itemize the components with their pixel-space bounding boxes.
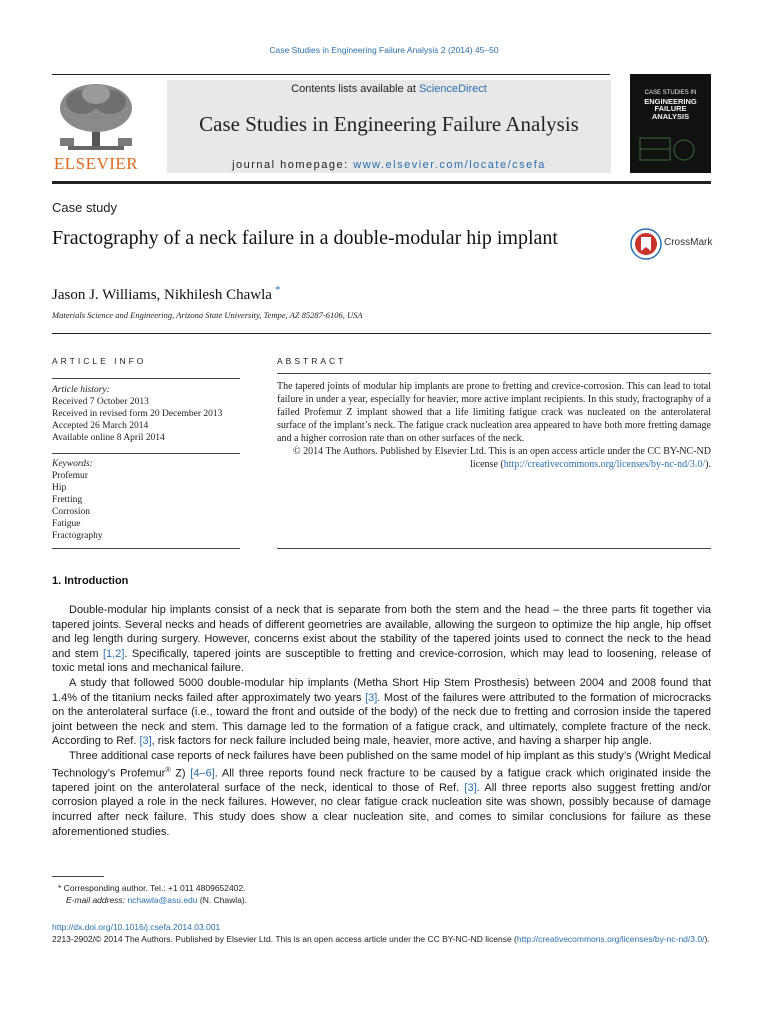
abstract-body	[277, 380, 711, 471]
email-label: E-mail address:	[66, 895, 126, 905]
copyright-end: ).	[705, 459, 711, 470]
license-end: ).	[704, 934, 710, 944]
keyword-item: Hip	[52, 483, 67, 493]
abstract-copyright	[277, 445, 711, 471]
paragraph-text: . All three reports also suggest fretting and/or corrosion played a role in the neck failures. However, no clear fatigue crack nucleation site was shown, possibly because of damage incurred after neck failure. This study does show a clear nucleation site, and comes to similar conclusions for failure as these aforementioned studies.	[52, 781, 711, 838]
email-link[interactable]: nchawla@asu.edu	[127, 895, 198, 905]
cover-graphic-icon	[636, 132, 706, 168]
abstract-heading: ABSTRACT	[277, 356, 347, 366]
corresponding-author-mark[interactable]: *	[274, 284, 281, 296]
paragraph-text: , risk factors for neck failure included being male, heavier, more active, and having a sharper hip angle.	[151, 735, 652, 748]
paragraph-text: . Most of the failures were attributed to the formation of microcracks on the anterolateral surface (i.e., toward the front and outside of the body) of the neck due to fretting and corrosion inside the tapered joint between the neck and stem. This damage led to the formation of a fatigue crack, and ultimately, complete fracture of the neck. According to Ref.	[52, 691, 711, 748]
homepage-link[interactable]: www.elsevier.com/locate/csefa	[353, 159, 546, 171]
contents-prefix: Contents lists available at	[291, 83, 419, 95]
license-text: 2213-2902/© 2014 The Authors. Published by Elsevier Ltd. This is an open access article under the CC BY-NC-ND license (	[52, 934, 517, 944]
copyright-text: © 2014 The Authors. Published by Elsevier Ltd. This is an open access article under the CC BY-NC-ND license (	[293, 446, 711, 470]
journal-cover	[630, 74, 711, 173]
article-history	[52, 384, 252, 444]
crossmark-badge[interactable]	[630, 228, 720, 260]
section-heading-introduction: 1. Introduction	[52, 575, 129, 587]
history-received: Received 7 October 2013	[52, 397, 149, 407]
reference-link[interactable]: [4–6]	[190, 767, 215, 780]
crossmark-icon	[630, 228, 662, 260]
reference-link[interactable]: [1,2]	[102, 647, 125, 660]
introduction-body	[52, 603, 711, 839]
reference-link[interactable]: [3]	[464, 781, 477, 794]
paragraph-text: Three additional case reports of neck failures have been published on the same model of hip implant as this study’s (Wright Medical Technology’s Profemur	[52, 749, 711, 780]
paragraph-text: Z)	[170, 767, 191, 780]
author-list	[52, 284, 280, 304]
keywords-label: Keywords:	[52, 459, 93, 469]
cover-title-line-2: ENGINEERING	[644, 96, 697, 106]
history-accepted: Accepted 26 March 2014	[52, 421, 149, 431]
journal-citation[interactable]: Case Studies in Engineering Failure Analysis 2 (2014) 45–50	[269, 45, 499, 55]
license-line	[52, 933, 712, 945]
paragraph-1	[52, 603, 711, 676]
keyword-item: Fatigue	[52, 519, 81, 529]
cover-title-line-1: CASE STUDIES IN	[644, 90, 697, 96]
corresponding-text: Corresponding author. Tel.: +1 011 4809652402.	[61, 883, 246, 893]
keywords	[52, 458, 252, 542]
license-link[interactable]: http://creativecommons.org/licenses/by-nc-nd/3.0/	[503, 459, 706, 470]
cover-title	[630, 90, 711, 120]
footnote-email	[52, 894, 247, 906]
history-revised: Received in revised form 20 December 2013	[52, 409, 223, 419]
homepage-prefix: journal homepage:	[232, 159, 354, 171]
keyword-item: Fretting	[52, 495, 83, 505]
paragraph-text: Double-modular hip implants consist of a neck that is separate from both the stem and the head – the three parts fit together via tapered joints. Several necks and heads of different geometries are available, allowing the surgeon to optimize the hip angle, hip offset and leg length during surgery. However, concerns exist about the stability of the tapered joints used to connect the neck to the head and stem	[52, 604, 711, 660]
license-link[interactable]: http://creativecommons.org/licenses/by-nc-nd/3.0/	[516, 934, 705, 944]
paragraph-text: A study that followed 5000 double-modular hip implants (Metha Short Hip Stem Prosthesis) between 2004 and 2008 found that 1.4% of the titanium necks failed after approximately two years	[52, 676, 711, 704]
paragraph-3	[52, 749, 711, 839]
publisher-name: ELSEVIER	[53, 154, 139, 173]
doi-link[interactable]: http://dx.doi.org/10.1016/j.csefa.2014.03.001	[52, 922, 221, 932]
cover-title-line-3: FAILURE	[654, 104, 687, 113]
email-name: (N. Chawla).	[197, 895, 248, 905]
keyword-item: Fractography	[52, 531, 103, 541]
homepage-line	[167, 159, 611, 171]
paragraph-text: . All three reports found neck fracture to be caused by a fatigue crack which originated inside the tapered joint on the anterolateral surface of the neck, identical to those of Ref.	[52, 767, 711, 794]
crossmark-label: CrossMark	[664, 237, 713, 248]
cover-title-line-4: ANALYSIS	[651, 111, 690, 121]
history-online: Available online 8 April 2014	[52, 433, 165, 443]
affiliation: Materials Science and Engineering, Arizona State University, Tempe, AZ 85287-6106, USA	[52, 310, 363, 320]
elsevier-logo	[52, 80, 140, 174]
paragraph-text: . Specifically, tapered joints are susceptible to fretting and crevice-corrosion, which may lead to loosening, release of toxic metal ions and mechanical failure.	[52, 647, 711, 675]
reference-link[interactable]: [3]	[365, 691, 378, 704]
footnote	[52, 882, 247, 906]
footnote-mark: *	[58, 883, 62, 893]
paragraph-2	[52, 676, 711, 749]
article-type: Case study	[52, 200, 118, 215]
article-title: Fractography of a neck failure in a double-modular hip implant	[52, 227, 558, 249]
authors-text: Jason J. Williams, Nikhilesh Chawla	[52, 287, 272, 303]
sciencedirect-link[interactable]: ScienceDirect	[418, 83, 487, 95]
doi-block	[52, 921, 712, 945]
contents-line	[167, 83, 611, 95]
history-label: Article history:	[52, 385, 110, 395]
footnote-corresponding	[52, 882, 247, 894]
tree-icon	[52, 80, 140, 154]
keyword-item: Corrosion	[52, 507, 90, 517]
keyword-item: Profemur	[52, 471, 88, 481]
journal-banner	[167, 80, 611, 173]
registered-mark: ®	[165, 766, 171, 774]
abstract-text: The tapered joints of modular hip implants are prone to fretting and crevice-corrosion. This can lead to total failure in under a year, especially for heavier, more active implant recipients. In this study, fractography of a failed Profemur Z implant showed that a life limiting fatigue crack was nucleated on the anterolateral surface of the implant’s neck. The fatigue crack nucleation area appeared to have both more fretting damage and a higher corrosion rate than on other surfaces of the neck.	[277, 381, 711, 444]
reference-link[interactable]: [3]	[139, 735, 152, 748]
article-info-heading: ARTICLE INFO	[52, 356, 147, 366]
journal-title: Case Studies in Engineering Failure Analysis	[199, 112, 579, 136]
